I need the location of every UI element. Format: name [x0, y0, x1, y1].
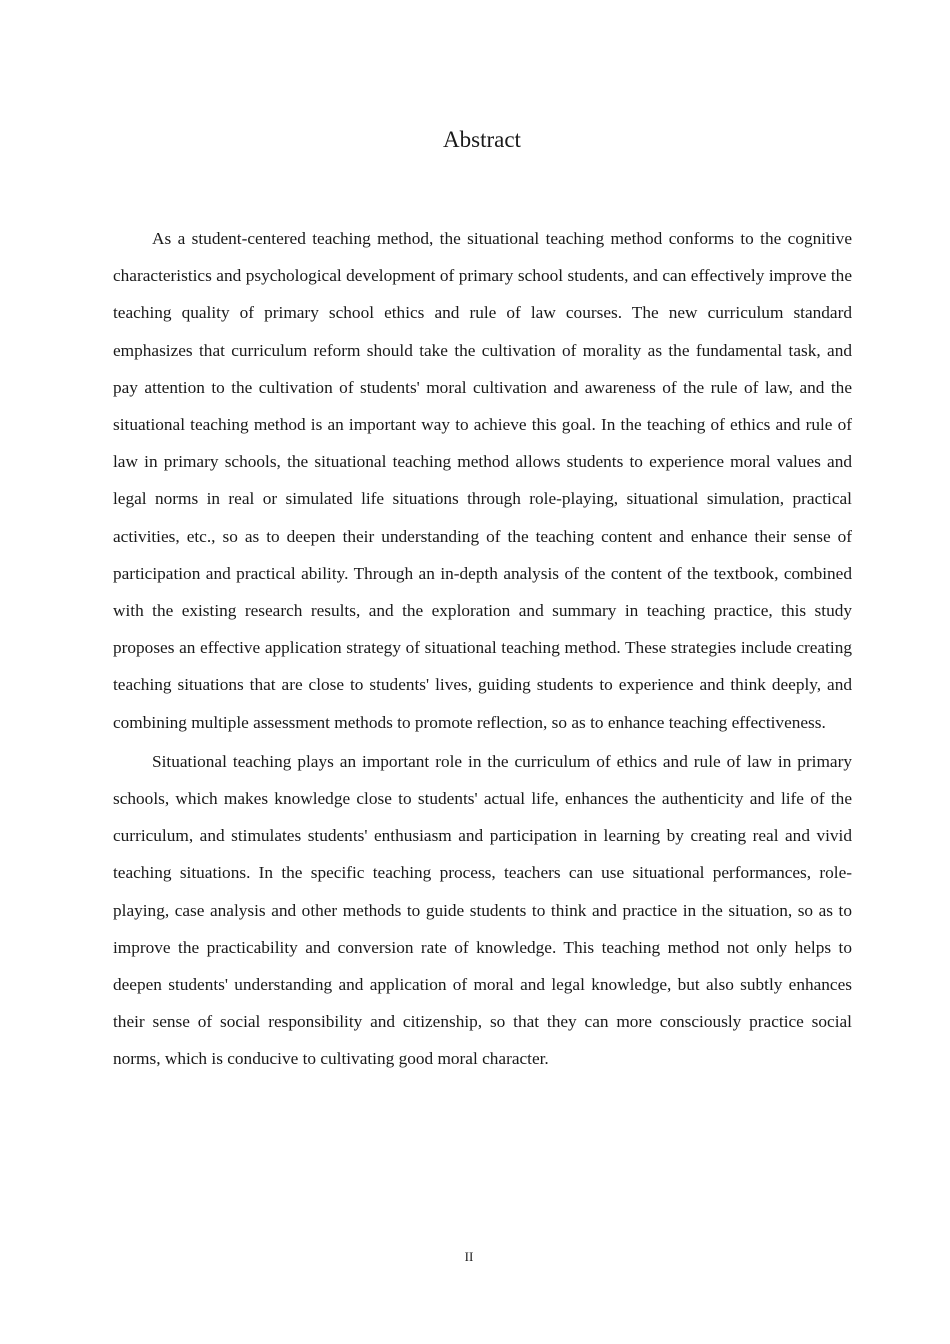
- abstract-paragraph-1: As a student-centered teaching method, the situational teaching method conforms to the cognitive characteristics and psychological development of primary school students, and can effectively improve the teaching quality of primary school ethics and rule of law courses. The new curriculum standard emphasizes that curriculum reform should take the cultivation of morality as the fundamental task, and pay attention to the cultivation of students' moral cultivation and awareness of the rule of law, and the situational teaching method is an important way to achieve this goal. In the teaching of ethics and rule of law in primary schools, the situational teaching method allows students to experience moral values and legal norms in real or simulated life situations through role-playing, situational simulation, practical activities, etc., so as to deepen their understanding of the teaching content and enhance their sense of participation and practical ability. Through an in-depth analysis of the content of the textbook, combined with the existing research results, and the exploration and summary in teaching practice, this study proposes an effective application strategy of situational teaching method. These strategies include creating teaching situations that are close to students' lives, guiding students to experience and think deeply, and combining multiple assessment methods to promote reflection, so as to enhance teaching effectiveness.: [113, 229, 852, 732]
- abstract-paragraph-2: Situational teaching plays an important role in the curriculum of ethics and rule of law in primary schools, which makes knowledge close to students' actual life, enhances the authenticity and life of the curriculum, and stimulates students' enthusiasm and participation in learning by creating real and vivid teaching situations. In the specific teaching process, teachers can use situational performances, role-playing, case analysis and other methods to guide students to think and practice in the situation, so as to improve the practicability and conversion rate of knowledge. This teaching method not only helps to deepen students' understanding and application of moral and legal knowledge, but also subtly enhances their sense of social responsibility and citizenship, so that they can more consciously practice social norms, which is conducive to cultivating good moral character.: [113, 751, 852, 1069]
- abstract-body: [113, 220, 852, 1078]
- page-number: II: [464, 1249, 474, 1264]
- abstract-title: Abstract: [443, 127, 521, 152]
